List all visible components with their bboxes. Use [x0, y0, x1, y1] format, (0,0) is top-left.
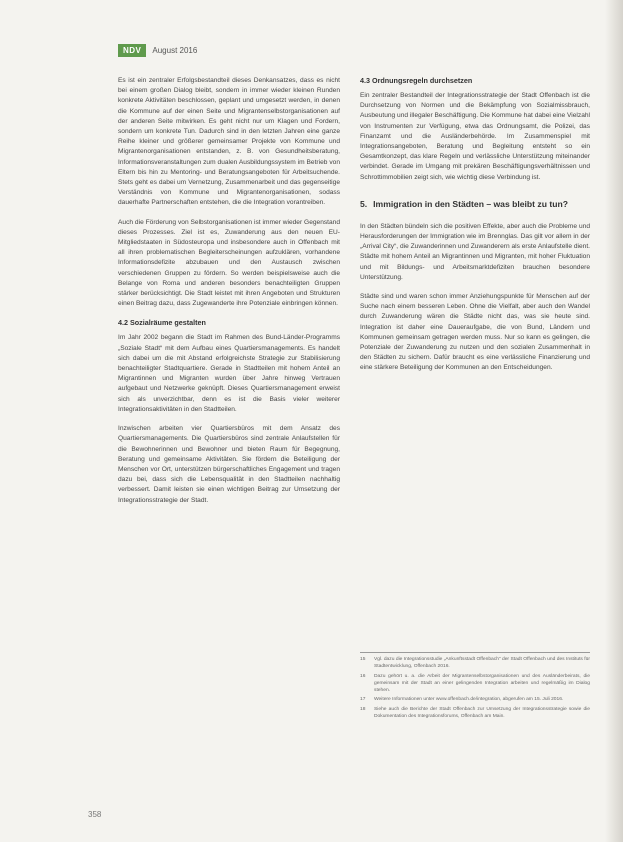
footnote: [360, 673, 590, 695]
footnote-text: Dazu gehört u. a. die Arbeit der Migrantenselbstorganisationen und des Ausländerbeirats, die gemeinsam mit der Stadt an einer gelingenden Integration arbeiten und regelmäßig im Dialog stehen.: [374, 673, 590, 694]
footnote: [360, 656, 590, 671]
footnote-number: 17: [360, 697, 366, 703]
footnote-text: Vgl. dazu die Integrationsstudie „Ankunftsstadt Offenbach“ der Stadt Offenbach und des Instituts für Stadtentwicklung, Offenbach 2016.: [374, 657, 590, 670]
footnotes: [360, 652, 590, 722]
right-column: [360, 76, 590, 383]
page-number: 358: [88, 810, 102, 819]
paragraph: Im Jahr 2002 begann die Stadt im Rahmen des Bund-Länder-Programms „Soziale Stadt“ mit dem Aufbau eines Quartiersmanagements. Es handelt sich dabei um die mit Abstand erfolgreichste Strategie zur Stabilisierung benachteiligter Stadtquartiere. Gerade in Stadtteilen mit hohem Anteil an Migrantinnen und Migranten wurden über Jahre hinweg Vertrauen aufgebaut und Netzwerke geknüpft. Dieses Quartiersmanagement erweist sich als unverzichtbar, denn es ist die Basis vieler weiterer Integrationsaktivitäten in den Stadtteilen.: [118, 334, 340, 413]
footnote-text: Weitere Informationen unter www.offenbach.de/integration, abgerufen am 15. Juli 2016.: [374, 697, 564, 703]
paragraph: Städte sind und waren schon immer Anziehungspunkte für Menschen auf der Suche nach einem besseren Leben. Ohne die Vielfalt, aber auch den Wandel durch Zuwanderung wären die Städte nicht das, was sie heute sind. Integration ist daher eine Daueraufgabe, die von Bund, Ländern und Kommunen gemeinsam getragen werden muss. Nur so kann es gelingen, die Potenziale der Zuwanderung zu nutzen und den sozialen Zusammenhalt in den Städten zu sichern. Dafür braucht es eine verlässliche Finanzierung und eine stärkere Beteiligung der Kommunen an den Entscheidungen.: [360, 293, 590, 372]
subheading-4-3: 4.3 Ordnungsregeln durchsetzen: [360, 76, 473, 85]
paragraph: In den Städten bündeln sich die positiven Effekte, aber auch die Probleme und Herausforderungen der Immigration wie im Brennglas. Das gilt vor allem in der „Arrival City“, die Zuwanderinnen und Zuwanderern als erste Anlaufstelle dient. Städte mit hohem Anteil an Migrantinnen und Migranten, mit hoher Fluktuation und mit Bildungs- und Arbeitsmarktdefiziten brauchen besondere Unterstützung.: [360, 222, 590, 281]
journal-badge: NDV: [118, 44, 146, 57]
section-number: 5.: [360, 198, 368, 209]
footnote: [360, 706, 590, 721]
subheading-4-2: 4.2 Sozialräume gestalten: [118, 318, 206, 328]
paragraph: Ein zentraler Bestandteil der Integrationsstrategie der Stadt Offenbach ist die Durchsetzung von Normen und die Bekämpfung von Sozialmissbrauch, Ausbeutung und illegaler Beschäftigung. Die Kommune hat dabei eine Vielzahl von Instrumenten zur Verfügung, etwa das Ordnungsamt, die Polizei, das Finanzamt und die Ausländerbehörde. Im Zusammenspiel mit Integrationsangeboten, Beratung und Begleitung entsteht so ein Gesamtkonzept, das klare Regeln und verlässliche Unterstützung miteinander verbindet. Gerade im Umgang mit prekären Beschäftigungsverhältnissen und Schrottimmobilien zeigt sich, wie wichtig diese Verbindung ist.: [360, 92, 590, 181]
footnote: [360, 696, 590, 703]
section-title: Immigration in den Städten – was bleibt zu tun?: [373, 198, 568, 209]
paragraph: Inzwischen arbeiten vier Quartiersbüros mit dem Ansatz des Quartiersmanagements. Die Quartiersbüros sind zentrale Anlaufstellen für die Bewohnerinnen und Bewohner und bieten Raum für Begegnung, Beratung und gemeinsame Aktivitäten. Sie fördern die Beteiligung der Menschen vor Ort, unterstützen bürgerschaftliches Engagement und tragen dazu bei, dass sich die Lebensqualität in den Stadtteilen nachhaltig verbessert. Damit leisten sie einen wichtigen Beitrag zur Umsetzung der Integrationsstrategie der Stadt.: [118, 425, 340, 504]
footnote-number: 18: [360, 706, 366, 712]
paragraph: Es ist ein zentraler Erfolgsbestandteil dieses Denkansatzes, dass es nicht bei einem großen Dialog bleibt, sondern in immer wieder kleinen Runden konkrete Aktivitäten beschlossen, geplant und umgesetzt werden, in denen die Kommune auf der einen Seite und Migrantenselbstorganisationen auf der anderen Seite mitwirken. Es geht nicht nur um Klagen und Fordern, sondern um konkrete Tun. Dadurch sind in den letzten Jahren eine ganze Reihe kleiner und größerer gemeinsamer Projekte von Kommune und Migrantenorganisationen entstanden, z. B. von Gesundheitsberatung, Informationsveranstaltungen zum dualen Ausbildungssystem im Betrieb von Eltern bis hin zu Mentoring- und Beratungsangeboten für Arbeitsuchende. Stets geht es dabei um Vernetzung, Zusammenarbeit und das gegenseitige Verständnis von Kommune und Migrantenorganisationen, sodass dauerhafte Partnerschaften entstehen, die die Integration vorantreiben.: [118, 77, 340, 207]
page-edge-shadow: [605, 0, 623, 842]
page-header: [118, 44, 197, 57]
footnote-number: 16: [360, 673, 366, 679]
paragraph: Auch die Förderung von Selbstorganisationen ist immer wieder Gegenstand dieses Prozesses. Ziel ist es, Zuwanderung aus den neuen EU-Mitgliedstaaten in Südosteuropa und insbesondere auch in Offenbach mit all ihren problematischen Begleiterscheinungen aufzuklären, vorhandene Informationsdefizite abzubauen und den Austausch zwischen verschiedenen Gruppen zu fördern. So werden beispielsweise auch die Belange von Roma und anderen besonders benachteiligten Gruppen stärker berücksichtigt. Die Stadt leistet mit ihren Angeboten und Strukturen einen Beitrag dazu, dass Zugewanderte ihre Potenziale einbringen können.: [118, 218, 340, 308]
left-column: [118, 76, 340, 515]
footnote-number: 15: [360, 657, 366, 662]
section-heading-5: [360, 199, 590, 210]
footnote-text: Siehe auch die Berichte der Stadt Offenbach zur Umsetzung der Integrationsstrategie sowie die Dokumentation des Integrationsforums, Offenbach am Main.: [374, 706, 590, 720]
issue-date: August 2016: [152, 46, 198, 55]
